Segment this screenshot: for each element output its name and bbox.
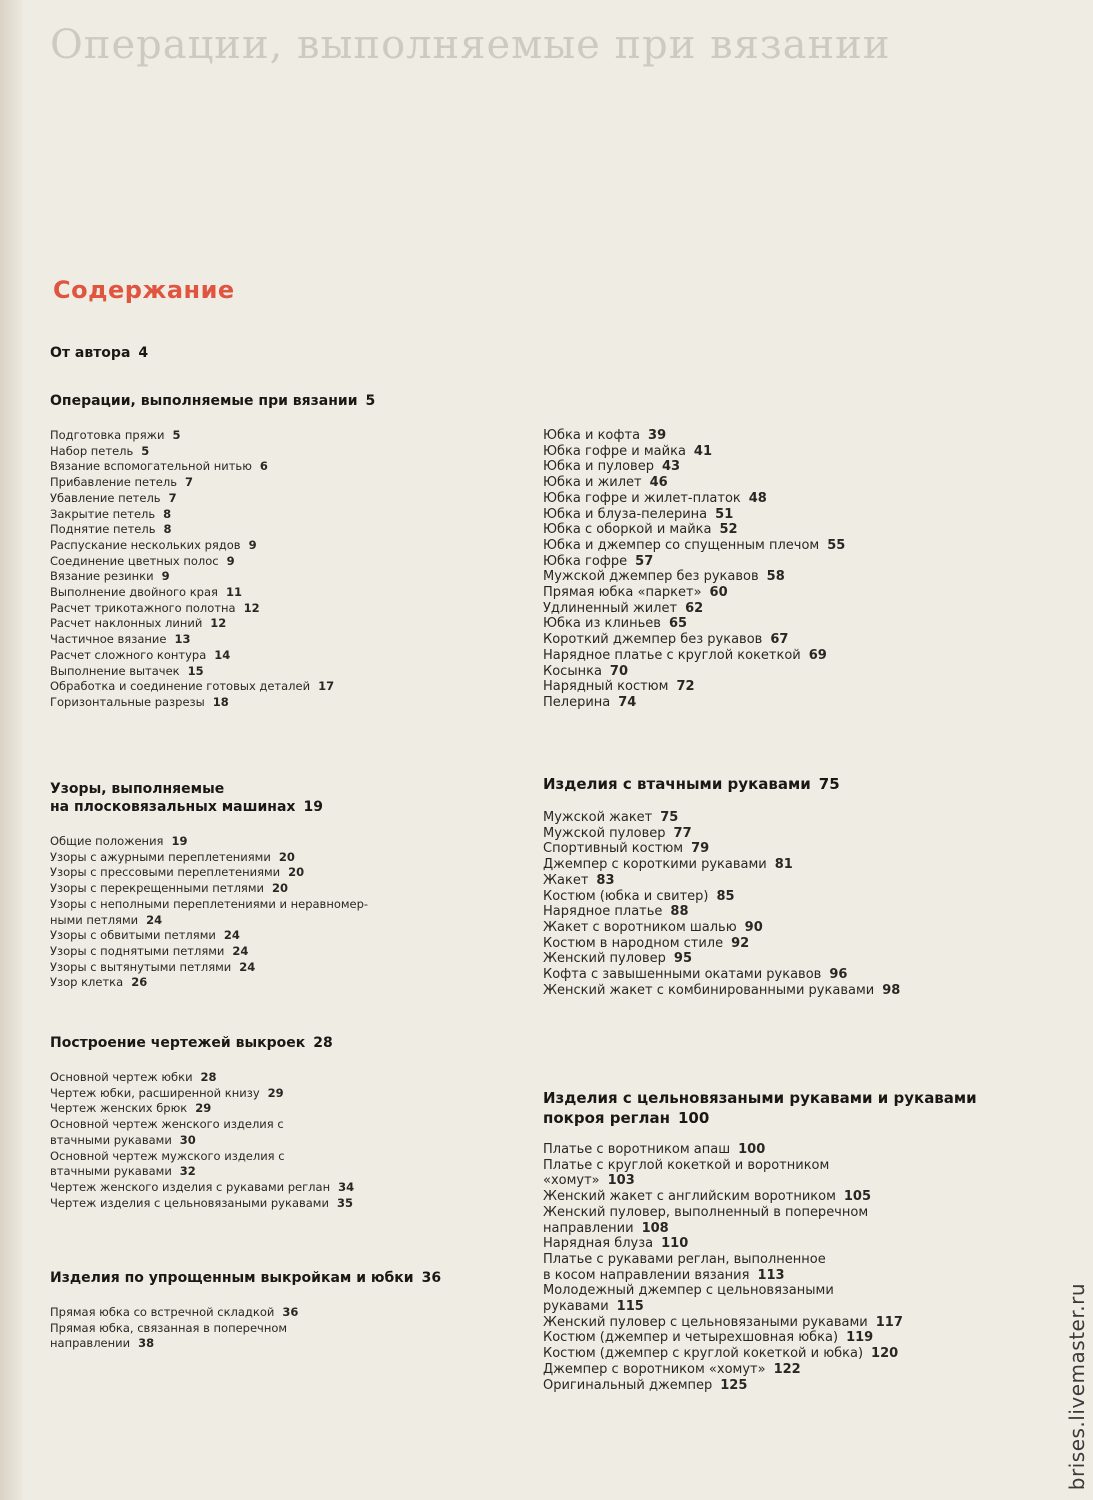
toc-entry	[543, 1283, 977, 1314]
toc-section	[543, 1088, 977, 1393]
toc-entry	[50, 475, 375, 491]
toc-entry	[50, 601, 375, 617]
toc-entry	[543, 522, 845, 538]
section-page: 5	[365, 393, 376, 409]
toc-entry-page: 98	[882, 982, 901, 998]
toc-entry-text: Выполнение двойного края	[50, 585, 218, 600]
toc-entry	[50, 1321, 441, 1352]
toc-entry	[543, 857, 900, 873]
bleed-through-title: Операции, выполняемые при вязании	[50, 22, 891, 68]
toc-entry	[50, 1180, 354, 1196]
toc-entry-page: 90	[744, 919, 763, 935]
toc-entry	[543, 1189, 977, 1205]
toc-entry-text: Косынка	[543, 663, 602, 679]
toc-section-title	[543, 1088, 977, 1128]
toc-entry-text: Оригинальный джемпер	[543, 1377, 713, 1393]
toc-entry-page: 72	[676, 679, 695, 695]
toc-entry-text: Прямая юбка, связанная в поперечном	[50, 1320, 288, 1335]
toc-entry-text: Костюм в народном стиле	[543, 935, 724, 951]
toc-entry	[50, 865, 368, 881]
toc-entry-page: 9	[248, 537, 257, 552]
toc-entry	[543, 1346, 977, 1362]
toc-entry-text: Чертеж женских брюк	[50, 1101, 188, 1116]
toc-entry-text: Юбка и жилет	[543, 475, 642, 491]
toc-entry-page: 115	[616, 1299, 644, 1315]
toc-entry-text: Основной чертеж мужского изделия с	[50, 1148, 285, 1163]
toc-entry-text-cont: рукавами	[543, 1299, 609, 1315]
toc-entry-page: 48	[748, 490, 767, 506]
toc-entry-text: Прибавление петель	[50, 475, 177, 490]
toc-entry-text: Чертеж изделия с цельновязаными рукавами	[50, 1195, 329, 1210]
toc-entry-page: 7	[184, 475, 193, 490]
toc-section-title	[50, 1034, 354, 1052]
toc-entry-page: 39	[648, 428, 667, 443]
toc-entry-page: 7	[168, 490, 177, 505]
toc-entry-page: 75	[660, 810, 679, 825]
toc-entry-page: 43	[661, 459, 681, 475]
toc-entry	[543, 951, 900, 967]
toc-entry-text: Обработка и соединение готовых деталей	[50, 679, 311, 694]
section-page: 28	[313, 1035, 333, 1051]
toc-entry	[543, 967, 900, 983]
toc-entry-text: Удлиненный жилет	[543, 600, 678, 616]
toc-entry-text: Юбка и пуловер	[543, 459, 654, 475]
toc-entry	[543, 428, 845, 444]
page-title: Содержание	[53, 276, 235, 304]
toc-entry-page: 120	[871, 1346, 899, 1362]
toc-entry-page: 77	[673, 825, 692, 841]
toc-entry-page: 6	[259, 459, 268, 474]
toc-entry-text: Мужской джемпер без рукавов	[543, 569, 759, 585]
toc-entry-page: 5	[141, 443, 150, 458]
section-title-text: Операции, выполняемые при вязании	[50, 393, 358, 409]
toc-entry-text: Узоры с прессовыми переплетениями	[50, 865, 281, 880]
toc-entry-text: Женский жакет с комбинированными рукавами	[543, 982, 875, 998]
watermark: brises.livemaster.ru	[1065, 1282, 1089, 1490]
toc-entry-text: Платье с круглой кокеткой и воротником	[543, 1157, 830, 1173]
toc-entry	[50, 1070, 354, 1086]
toc-section-title	[50, 392, 375, 410]
toc-entry-page: 36	[282, 1305, 299, 1319]
toc-entry-text: Женский пуловер, выполненный в поперечном	[543, 1204, 869, 1220]
toc-entry-page: 38	[138, 1336, 155, 1351]
toc-entry-text: Джемпер с воротником «хомут»	[543, 1361, 766, 1377]
toc-section-title	[50, 344, 148, 362]
toc-entry-text: Мужской жакет	[543, 810, 653, 825]
toc-section-title	[543, 774, 900, 794]
toc-entry-text: Нарядное платье	[543, 904, 663, 920]
toc-entry-page: 35	[336, 1195, 353, 1210]
toc-entry	[50, 507, 375, 523]
toc-entry-page: 95	[673, 951, 692, 967]
toc-entry	[50, 975, 368, 991]
toc-entry-page: 32	[179, 1164, 196, 1179]
toc-entry	[50, 960, 368, 976]
toc-entry	[543, 664, 845, 680]
toc-entry-text: Костюм (джемпер и четырехшовная юбка)	[543, 1330, 839, 1346]
toc-entry-page: 13	[174, 632, 191, 647]
toc-entry	[543, 585, 845, 601]
toc-entry-text: Вязание резинки	[50, 569, 154, 584]
toc-entry-page: 92	[731, 935, 750, 951]
toc-entry-page: 122	[773, 1361, 801, 1377]
toc-entry-page: 67	[770, 632, 789, 648]
toc-entry	[50, 695, 375, 711]
toc-entry-page: 29	[267, 1085, 284, 1100]
toc-entry	[543, 1158, 977, 1189]
toc-entry-page: 9	[161, 569, 170, 584]
toc-entry-text: Спортивный костюм	[543, 841, 684, 857]
toc-entry	[50, 1196, 354, 1212]
toc-entry-text: Жакет с воротником шалью	[543, 919, 737, 935]
toc-entry	[543, 826, 900, 842]
toc-section	[50, 392, 375, 711]
toc-entry	[50, 554, 375, 570]
toc-entry-page: 15	[187, 663, 204, 678]
toc-entry	[50, 522, 375, 538]
toc-entry-page: 24	[146, 912, 163, 927]
toc-entry-text: Чертеж женского изделия с рукавами реглан	[50, 1179, 331, 1194]
toc-entry-text: Расчет наклонных линий	[50, 616, 203, 631]
toc-entry	[50, 428, 375, 444]
toc-entry-page: 58	[766, 569, 785, 585]
toc-entry	[543, 904, 900, 920]
toc-entry-page: 79	[691, 841, 710, 857]
toc-entry-text: Женский пуловер с цельновязаными рукавами	[543, 1314, 868, 1330]
toc-entry-page: 81	[774, 857, 793, 873]
toc-entry-page: 30	[179, 1132, 196, 1147]
section-title-text: Узоры, выполняемые	[50, 781, 225, 797]
toc-entry-page: 60	[709, 585, 728, 601]
page-edge	[0, 0, 22, 1500]
toc-section	[50, 344, 148, 362]
toc-entry-text: Пелерина	[543, 694, 611, 710]
toc-entry-page: 9	[226, 553, 235, 568]
toc-entry-page: 8	[163, 506, 172, 521]
toc-entry	[543, 1236, 977, 1252]
section-title-text: Построение чертежей выкроек	[50, 1035, 306, 1051]
toc-entry	[50, 569, 375, 585]
toc-entry-page: 69	[808, 647, 827, 663]
toc-entry-text: Нарядная блуза	[543, 1236, 654, 1252]
toc-entry-page: 11	[225, 585, 242, 600]
toc-entry	[543, 1142, 977, 1158]
toc-entry-page: 57	[635, 553, 654, 569]
toc-entry	[543, 491, 845, 507]
toc-entry-page: 19	[171, 834, 188, 848]
toc-entry-text: Подготовка пряжи	[50, 428, 165, 442]
toc-entry-page: 70	[609, 663, 629, 679]
toc-entry	[50, 444, 375, 460]
toc-entry-text: Распускание нескольких рядов	[50, 537, 241, 552]
toc-entry-text: Расчет сложного контура	[50, 647, 207, 662]
toc-entry-text: Частичное вязание	[50, 632, 167, 647]
toc-entry	[543, 920, 900, 936]
toc-entry-page: 83	[596, 872, 615, 888]
toc-entry	[543, 983, 900, 999]
toc-entry-page: 17	[318, 679, 335, 694]
toc-entry	[543, 1315, 977, 1331]
toc-entry	[50, 1086, 354, 1102]
toc-entry-text: Общие положения	[50, 834, 164, 848]
toc-entry-text: Костюм (джемпер с круглой кокеткой и юбка)	[543, 1346, 864, 1362]
toc-entry-page: 18	[212, 694, 229, 709]
toc-entry	[543, 459, 845, 475]
toc-entry-text: Набор петель	[50, 443, 134, 458]
toc-entry	[543, 841, 900, 857]
toc-entry-page: 110	[661, 1236, 689, 1252]
toc-entry-text: Юбка гофре и жилет-платок	[543, 490, 741, 506]
toc-entry-text: Прямая юбка со встречной складкой	[50, 1305, 275, 1319]
toc-entry-text: Убавление петель	[50, 490, 161, 505]
toc-entry	[543, 444, 845, 460]
toc-entry-page: 62	[685, 600, 704, 616]
toc-entry	[543, 695, 845, 711]
toc-entry-text: Узор клетка	[50, 975, 124, 990]
toc-entry-page: 105	[843, 1189, 872, 1205]
toc-section-title	[50, 1269, 441, 1287]
toc-entry	[543, 1378, 977, 1394]
toc-entry	[50, 616, 375, 632]
toc-entry-page: 20	[278, 849, 295, 864]
toc-entry-text: Вязание вспомогательной нитью	[50, 459, 252, 474]
toc-entry	[543, 601, 845, 617]
toc-entry-page: 65	[668, 616, 688, 632]
toc-entry-text: Мужской пуловер	[543, 825, 666, 841]
toc-entry	[543, 475, 845, 491]
toc-entry-text-cont: ными петлями	[50, 912, 139, 927]
toc-entry-page: 125	[720, 1377, 748, 1393]
toc-section-title	[50, 780, 368, 816]
toc-entry	[543, 936, 900, 952]
section-title-text: Изделия с цельновязаными рукавами и рукавами	[543, 1089, 977, 1107]
section-page: 36	[421, 1270, 442, 1286]
toc-entry-page: 103	[607, 1173, 635, 1189]
toc-entry-page: 14	[214, 647, 231, 662]
toc-entry-text: Нарядное платье с круглой кокеткой	[543, 647, 801, 663]
toc-entry-text: Юбка гофре	[543, 553, 628, 569]
toc-entry-text: Женский пуловер	[543, 951, 666, 967]
toc-entry-text-cont: направлении	[50, 1336, 131, 1351]
toc-entry	[50, 664, 375, 680]
toc-entry	[50, 632, 375, 648]
toc-entry-text: Нарядный костюм	[543, 679, 669, 695]
toc-entry-page: 51	[715, 506, 734, 522]
toc-entry-page: 46	[649, 475, 668, 491]
section-page: 75	[818, 775, 840, 793]
toc-entry-text: Платье с рукавами реглан, выполненное	[543, 1251, 826, 1267]
toc-entry-page: 88	[670, 904, 689, 920]
toc-section	[50, 780, 368, 991]
toc-entry	[50, 585, 375, 601]
toc-group	[543, 428, 845, 711]
toc-entry	[543, 889, 900, 905]
toc-entry-text: Костюм (юбка и свитер)	[543, 888, 709, 904]
toc-entry-text: Джемпер с короткими рукавами	[543, 857, 767, 873]
toc-entry-page: 113	[757, 1267, 785, 1283]
toc-entry	[543, 554, 845, 570]
toc-entry	[543, 1205, 977, 1236]
toc-entry	[543, 679, 845, 695]
toc-entry	[50, 897, 368, 928]
toc-entry-text: Узоры с ажурными переплетениями	[50, 849, 271, 864]
toc-entry	[543, 648, 845, 664]
toc-section	[50, 1034, 354, 1211]
toc-entry-text: Закрытие петель	[50, 506, 156, 521]
toc-entry	[50, 648, 375, 664]
toc-entry-page: 8	[163, 522, 172, 537]
toc-entry-page: 85	[716, 888, 735, 904]
toc-entry-text: Юбка и джемпер со спущенным плечом	[543, 537, 820, 553]
toc-entry-text: Жакет	[543, 872, 589, 888]
toc-entry-text-cont: «хомут»	[543, 1173, 600, 1189]
toc-entry	[543, 1330, 977, 1346]
toc-entry-page: 34	[338, 1179, 355, 1194]
toc-entry-page: 74	[618, 694, 637, 710]
toc-entry-text: Женский жакет с английским воротником	[543, 1189, 836, 1205]
toc-entry-page: 119	[846, 1330, 874, 1346]
toc-entry	[543, 1252, 977, 1283]
toc-entry-page: 24	[223, 928, 240, 943]
toc-entry-text: Узоры с обвитыми петлями	[50, 928, 216, 943]
toc-entry-page: 5	[172, 428, 181, 442]
toc-entry-text: Узоры с перекрещенными петлями	[50, 881, 265, 896]
toc-entry	[543, 538, 845, 554]
toc-entry-text: Юбка с оборкой и майка	[543, 522, 712, 538]
toc-entry-text: Соединение цветных полос	[50, 553, 219, 568]
toc-entry-page: 96	[829, 967, 848, 983]
toc-entry	[543, 632, 845, 648]
toc-entry-page: 29	[195, 1101, 212, 1116]
toc-entry-text-cont: втачными рукавами	[50, 1164, 172, 1179]
section-page: 100	[677, 1109, 710, 1127]
toc-entry	[50, 928, 368, 944]
toc-entry-text: Юбка из клиньев	[543, 616, 661, 632]
toc-entry	[543, 616, 845, 632]
section-title-text: Изделия по упрощенным выкройкам и юбки	[50, 1270, 414, 1286]
toc-entry	[50, 679, 375, 695]
toc-entry	[50, 1101, 354, 1117]
toc-entry-text-cont: в косом направлении вязания	[543, 1267, 750, 1283]
toc-entry-text: Расчет трикотажного полотна	[50, 600, 236, 615]
toc-entry-page: 117	[875, 1314, 903, 1330]
toc-entry-text: Поднятие петель	[50, 522, 156, 537]
toc-entry	[543, 1362, 977, 1378]
section-page: 4	[138, 345, 149, 361]
toc-entry-text: Юбка и кофта	[543, 428, 641, 443]
toc-entry-page: 12	[243, 600, 260, 615]
toc-entry-text: Молодежный джемпер с цельновязаными	[543, 1283, 834, 1299]
toc-entry-text: Узоры с поднятыми петлями	[50, 943, 225, 958]
toc-entry-page: 20	[288, 865, 305, 880]
toc-entry	[50, 1305, 441, 1321]
toc-entry	[543, 569, 845, 585]
toc-entry-text: Узоры с вытянутыми петлями	[50, 959, 232, 974]
toc-entry	[543, 873, 900, 889]
toc-entry	[50, 538, 375, 554]
toc-entry	[543, 810, 900, 826]
toc-entry-text: Горизонтальные разрезы	[50, 694, 205, 709]
toc-entry-page: 12	[210, 616, 227, 631]
toc-entry-page: 100	[738, 1142, 766, 1157]
section-page: 19	[303, 799, 323, 815]
section-title-text: От автора	[50, 345, 131, 361]
toc-entry	[50, 1149, 354, 1180]
toc-entry-page: 55	[827, 537, 846, 553]
toc-section	[50, 1269, 441, 1352]
toc-entry	[50, 834, 368, 850]
toc-entry	[50, 850, 368, 866]
toc-entry-page: 26	[131, 975, 148, 990]
toc-entry	[543, 507, 845, 523]
toc-entry	[50, 491, 375, 507]
toc-entry	[50, 459, 375, 475]
toc-entry-page: 20	[272, 881, 289, 896]
toc-entry-page: 24	[239, 959, 256, 974]
toc-entry-text: Кофта с завышенными окатами рукавов	[543, 967, 822, 983]
toc-entry-text: Прямая юбка «паркет»	[543, 585, 702, 601]
toc-entry	[50, 881, 368, 897]
toc-entry-text: Узоры с неполными переплетениями и неравномер-	[50, 896, 369, 911]
toc-entry-text: Юбка гофре и майка	[543, 443, 686, 459]
toc-entry-text: Короткий джемпер без рукавов	[543, 632, 763, 648]
toc-entry-text: Основной чертеж юбки	[50, 1070, 193, 1084]
toc-entry-text-cont: втачными рукавами	[50, 1132, 172, 1147]
toc-entry-text: Юбка и блуза-пелерина	[543, 506, 708, 522]
toc-entry-page: 52	[719, 522, 738, 538]
toc-entry-text-cont: направлении	[543, 1220, 634, 1236]
toc-entry-text: Платье с воротником апаш	[543, 1142, 731, 1157]
toc-entry-page: 24	[232, 943, 249, 958]
toc-entry	[50, 1117, 354, 1148]
toc-entry	[50, 944, 368, 960]
toc-entry-page: 41	[693, 443, 712, 459]
toc-section	[543, 774, 900, 998]
toc-entry-text: Выполнение вытачек	[50, 663, 180, 678]
section-title-text-cont: покроя реглан	[543, 1109, 670, 1127]
toc-entry-page: 108	[641, 1220, 669, 1236]
section-title-text: Изделия с втачными рукавами	[543, 775, 811, 793]
toc-entry-page: 28	[200, 1070, 217, 1084]
section-title-text-cont: на плосковязальных машинах	[50, 799, 296, 815]
toc-entry-text: Чертеж юбки, расширенной книзу	[50, 1085, 260, 1100]
toc-entry-text: Основной чертеж женского изделия с	[50, 1117, 284, 1132]
